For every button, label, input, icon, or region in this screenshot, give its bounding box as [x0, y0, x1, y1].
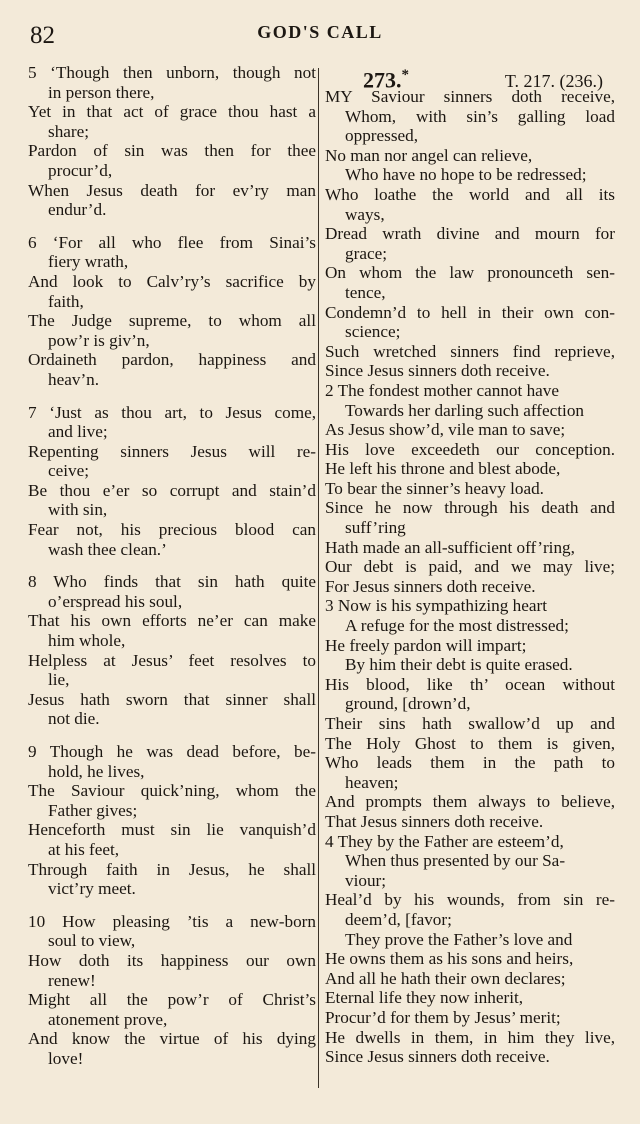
verse-line: When thus presented by our Sa- — [345, 851, 566, 871]
verse-line: Pardon of sin was then for thee — [28, 141, 316, 161]
verse-line: Helpless at Jesus’ feet resolves to — [28, 650, 316, 670]
verse-line: Father gives; — [48, 800, 138, 820]
hymn-number: 273.* — [363, 67, 409, 93]
verse-line: oppressed, — [345, 126, 419, 146]
hymn-heading — [325, 63, 615, 93]
verse-line: And know the virtue of his dying — [28, 1029, 316, 1049]
verse-line: ground, [drown’d, — [345, 694, 471, 714]
verse-line: Through faith in Jesus, he shall — [28, 859, 316, 879]
verse-line: Dread wrath divine and mourn for — [325, 224, 615, 244]
verse-line: o’erspread his soul, — [48, 591, 183, 611]
verse-line: MY Saviour sinners doth receive, — [325, 87, 615, 106]
hymn-tune-reference: T. 217. (236.) — [504, 71, 603, 92]
verse-line: Yet in that act of grace thou hast a — [28, 102, 316, 122]
verse-line: Who leads them in the path to — [325, 753, 615, 773]
verse-line: not die. — [48, 709, 100, 729]
verse-line: ways, — [345, 204, 385, 224]
verse-line: 6 ‘For all who flee from Sinai’s — [28, 232, 316, 252]
stanza-gap — [28, 390, 316, 403]
verse-line: Ordaineth pardon, happiness and — [28, 350, 316, 370]
verse-line: 2 The fondest mother cannot have — [325, 380, 560, 400]
verse-line: The Saviour quick’ning, whom the — [28, 781, 316, 801]
verse-line: in person there, — [48, 82, 155, 102]
verse-line: To bear the sinner’s heavy load. — [325, 478, 544, 498]
verse-line: Eternal life they now inherit, — [325, 988, 524, 1008]
verse-line: Might all the pow’r of Christ’s — [28, 990, 316, 1010]
verse-line: wash thee clean.’ — [48, 539, 167, 559]
verse-line: viour; — [345, 870, 387, 890]
verse-line: 8 Who finds that sin hath quite — [28, 572, 316, 592]
verse-line: His love exceedeth our conception. — [325, 439, 615, 459]
verse-line: 9 Though he was dead before, be- — [28, 742, 316, 761]
verse-line: tence, — [345, 282, 386, 302]
verse-line: 7 ‘Just as thou art, to Jesus come, — [28, 402, 316, 422]
verse-line: faith, — [48, 291, 84, 311]
verse-line: When Jesus death for ev’ry man — [28, 180, 316, 200]
verse-line: at his feet, — [48, 839, 120, 859]
verse-line: hold, he lives, — [48, 761, 145, 781]
verse-line: They prove the Father’s love and — [345, 929, 573, 949]
verse-line: soul to view, — [48, 931, 136, 951]
verse-line: The Judge supreme, to whom all — [28, 311, 316, 331]
verse-line: Heal’d by his wounds, from sin re- — [325, 890, 615, 910]
verse-line: 3 Now is his sympathizing heart — [325, 596, 547, 616]
verse-line: He dwells in them, in him they live, — [325, 1027, 615, 1047]
verse-line: deem’d, [favor; — [345, 909, 452, 929]
verse-line: He owns them as his sons and heirs, — [325, 949, 574, 969]
verse-line: share; — [48, 121, 90, 141]
verse-line: vict’ry meet. — [48, 879, 136, 899]
stanza-gap — [28, 729, 316, 742]
verse-line: heav’n. — [48, 369, 100, 389]
verse-line: ceive; — [48, 461, 90, 481]
verse-line: As Jesus show’d, vile man to save; — [325, 420, 566, 440]
verse-line: And all he hath their own declares; — [325, 968, 566, 988]
verse-line: suff’ring — [345, 518, 406, 538]
running-title: GOD'S CALL — [257, 22, 383, 42]
verse-line: Since he now through his death and — [325, 498, 615, 518]
stanza-gap — [28, 559, 316, 572]
verse-line: renew! — [48, 970, 96, 990]
verse-line: And prompts them always to believe, — [325, 792, 615, 812]
verse-line: lie, — [48, 670, 70, 690]
verse-line: And look to Calv’ry’s sacrifice by — [28, 271, 316, 291]
verse-line: Condemn’d to hell in their own con- — [325, 302, 615, 322]
verse-line: How doth its happiness our own — [28, 950, 316, 970]
verse-line: grace; — [345, 243, 387, 263]
page-number: 82 — [30, 22, 55, 49]
verse-line: atonement prove, — [48, 1009, 168, 1029]
verse-line: By him their debt is quite erased. — [345, 655, 573, 675]
verse-line: No man nor angel can relieve, — [325, 145, 533, 165]
verse-line: love! — [48, 1048, 84, 1068]
verse-line: That Jesus sinners doth receive. — [325, 811, 544, 831]
verse-line: Who have no hope to be redressed; — [345, 165, 587, 185]
verse-line: Henceforth must sin lie vanquish’d — [28, 820, 316, 840]
verse-line: Who loathe the world and all its — [325, 184, 615, 204]
verse-line: 10 How pleasing ’tis a new-born — [28, 911, 316, 931]
verse-line: fiery wrath, — [48, 252, 129, 272]
verse-line: Our debt is paid, and we may live; — [325, 557, 615, 577]
stanza-gap — [28, 220, 316, 233]
verse-line: Whom, with sin’s galling load — [345, 106, 615, 126]
verse-line: A refuge for the most distressed; — [345, 616, 569, 636]
verse-line: On whom the law pronounceth sen- — [325, 263, 615, 283]
verse-line: Since Jesus sinners doth receive. — [325, 1047, 550, 1067]
verse-line: science; — [345, 322, 401, 342]
verse-line: procur’d, — [48, 160, 113, 180]
verse-line: Since Jesus sinners doth receive. — [325, 361, 550, 381]
verse-line: heaven; — [345, 772, 399, 792]
verse-line: him whole, — [48, 631, 126, 651]
verse-line: 5 ‘Though then unborn, though not — [28, 63, 316, 82]
left-column — [28, 63, 316, 1069]
verse-line: He left his throne and blest abode, — [325, 459, 561, 479]
verse-line: Their sins hath swallow’d up and — [325, 714, 615, 733]
verse-line: Hath made an all-sufficient off’ring, — [325, 537, 575, 557]
verse-line: Such wretched sinners find reprieve, — [325, 341, 615, 361]
verse-line: For Jesus sinners doth receive. — [325, 576, 536, 596]
verse-line: Procur’d for them by Jesus’ merit; — [325, 1007, 561, 1027]
verse-line: endur’d. — [48, 200, 107, 220]
column-divider — [318, 68, 319, 1088]
right-column — [325, 63, 615, 1067]
verse-line: Fear not, his precious blood can — [28, 520, 316, 540]
verse-line: His blood, like th’ ocean without — [325, 674, 615, 694]
stanza-gap — [28, 899, 316, 912]
verse-line: pow’r is giv’n, — [48, 330, 150, 350]
verse-line: Jesus hath sworn that sinner shall — [28, 689, 316, 709]
verse-line: Be thou e’er so corrupt and stain’d — [28, 480, 316, 500]
verse-line: Repenting sinners Jesus will re- — [28, 441, 316, 461]
verse-line: 4 They by the Father are esteem’d, — [325, 831, 564, 851]
verse-line: That his own efforts ne’er can make — [28, 611, 316, 631]
verse-line: He freely pardon will impart; — [325, 635, 527, 655]
verse-line: with sin, — [48, 500, 108, 520]
verse-line: The Holy Ghost to them is given, — [325, 733, 615, 753]
verse-line: Towards her darling such affection — [345, 400, 585, 420]
verse-line: and live; — [48, 422, 108, 442]
